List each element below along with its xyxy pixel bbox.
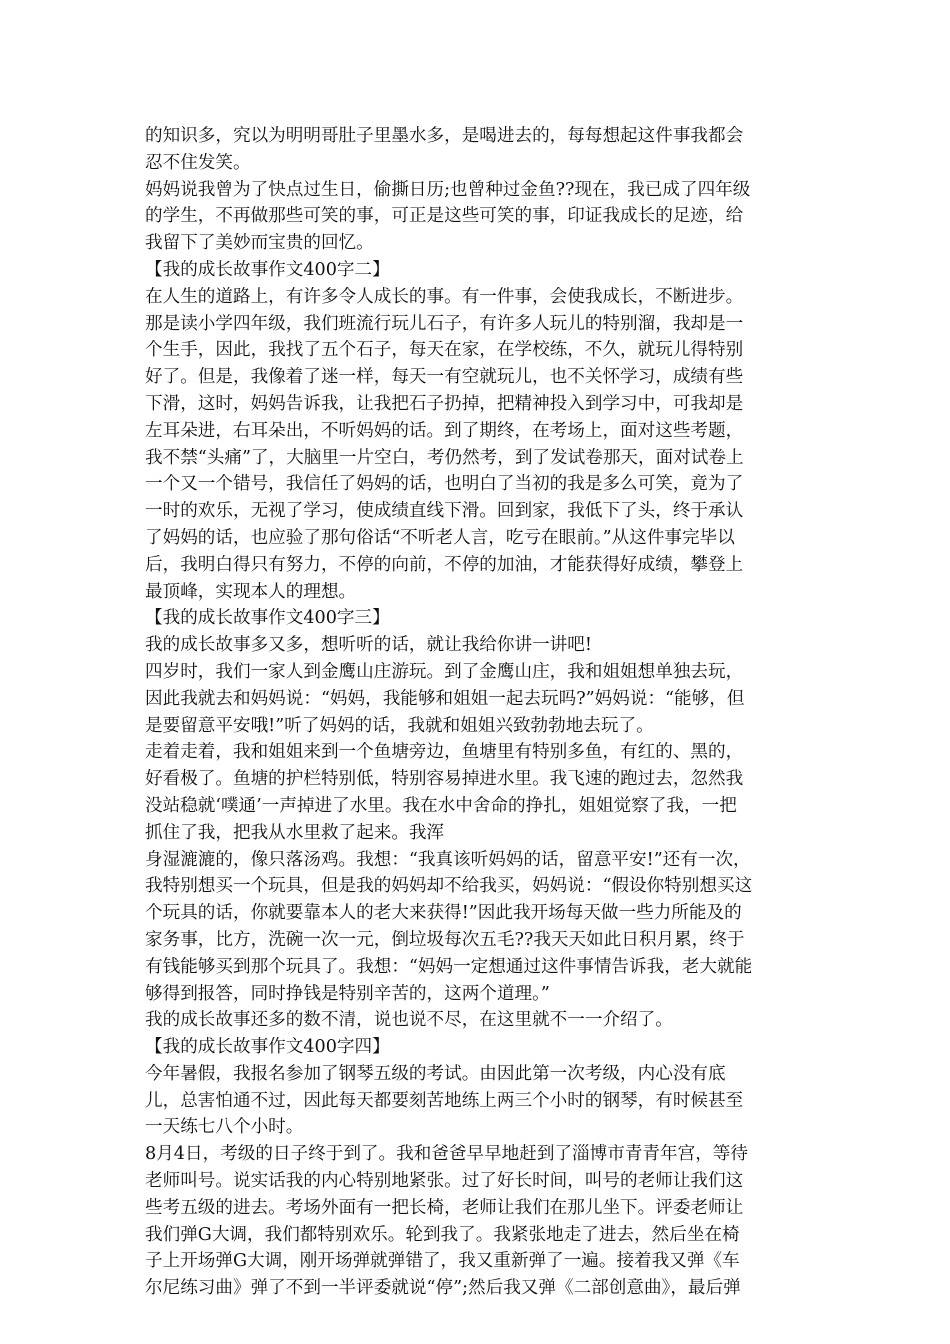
text-line: 的学生，不再做那些可笑的事，可正是这些可笑的事，印证我成长的足迹，给 bbox=[145, 206, 744, 227]
text-line: 个生手，因此，我找了五个石子，每天在家，在学校练，不久，就玩儿得特别 bbox=[145, 340, 744, 361]
text-line: 我不禁“头痛”了，大脑里一片空白，考仍然考，到了发试卷那天，面对试卷上 bbox=[145, 447, 744, 468]
text-line: 一天练七八个小时。 bbox=[145, 1117, 304, 1138]
document-body bbox=[145, 123, 810, 1302]
text-line: 走着走着，我和姐姐来到一个鱼塘旁边，鱼塘里有特别多鱼，有红的、黑的， bbox=[145, 742, 744, 763]
text-line: 在人生的道路上，有许多令人成长的事。有一件事，会使我成长，不断进步。 bbox=[145, 286, 744, 307]
text-line: 抓住了我，把我从水里救了起来。我浑 bbox=[145, 822, 445, 843]
text-line: 左耳朵进，右耳朵出，不听妈妈的话。到了期终，在考场上，面对这些考题， bbox=[145, 420, 744, 441]
section-heading: 【我的成长故事作文400字二】 bbox=[145, 259, 390, 280]
text-line: 够得到报答，同时挣钱是特别辛苦的，这两个道理。” bbox=[145, 983, 550, 1004]
text-line: 那是读小学四年级，我们班流行玩儿石子，有许多人玩儿的特别溜，我却是一 bbox=[145, 313, 744, 334]
text-line: 一个又一个错号，我信任了妈妈的话，也明白了当初的我是多么可笑，竟为了 bbox=[145, 474, 744, 495]
text-line: 是要留意平安哦!”听了妈妈的话，我就和姐姐兴致勃勃地去玩了。 bbox=[145, 715, 654, 736]
text-line: 下滑，这时，妈妈告诉我，让我把石子扔掉，把精神投入到学习中，可我却是 bbox=[145, 393, 744, 414]
text-line: 了妈妈的话，也应验了那句俗话“不听老人言，吃亏在眼前。”从这件事完毕以 bbox=[145, 527, 735, 548]
text-line: 妈妈说我曾为了快点过生日，偷撕日历;也曾种过金鱼??现在，我已成了四年级 bbox=[145, 179, 751, 200]
text-line: 8月4日，考级的日子终于到了。我和爸爸早早地赶到了淄博市青青年宫，等待 bbox=[145, 1144, 748, 1165]
text-line: 些考五级的进去。考场外面有一把长椅，老师让我们在那儿坐下。评委老师让 bbox=[145, 1197, 744, 1218]
section-heading: 【我的成长故事作文400字三】 bbox=[145, 608, 390, 629]
text-line: 四岁时，我们一家人到金鹰山庄游玩。到了金鹰山庄，我和姐姐想单独去玩， bbox=[145, 661, 744, 682]
text-line: 好看极了。鱼塘的护栏特别低，特别容易掉进水里。我飞速的跑过去，忽然我 bbox=[145, 769, 744, 790]
text-line: 老师叫号。说实话我的内心特别地紧张。过了好长时间，叫号的老师让我们这 bbox=[145, 1171, 744, 1192]
text-line: 子上开场弹G大调，刚开场弹就弹错了，我又重新弹了一遍。接着我又弹《车 bbox=[145, 1251, 740, 1272]
text-line: 我的成长故事多又多，想听听的话，就让我给你讲一讲吧! bbox=[145, 635, 592, 656]
text-line: 尔尼练习曲》弹了不到一半评委就说“停”;然后我又弹《二部创意曲》，最后弹 bbox=[145, 1278, 741, 1299]
text-line: 的知识多，究以为明明哥肚子里墨水多，是喝进去的，每每想起这件事我都会 bbox=[145, 126, 744, 146]
text-line: 最顶峰，实现本人的理想。 bbox=[145, 581, 357, 602]
text-line: 家务事，比方，洗碗一次一元，倒垃圾每次五毛??我天天如此日积月累，终于 bbox=[145, 929, 745, 950]
text-line: 因此我就去和妈妈说：“妈妈，我能够和姐姐一起去玩吗?”妈妈说：“能够，但 bbox=[145, 688, 745, 709]
text-line: 个玩具的话，你就要靠本人的老大来获得!”因此我开场每天做一些力所能及的 bbox=[145, 903, 742, 924]
text-line: 我的成长故事还多的数不清，说也说不尽，在这里就不一一介绍了。 bbox=[145, 1010, 673, 1031]
text-line: 身湿漉漉的，像只落汤鸡。我想：“我真该听妈妈的话，留意平安!”还有一次， bbox=[145, 849, 751, 870]
text-line: 好了。但是，我像着了迷一样，每天一有空就玩儿，也不关怀学习，成绩有些 bbox=[145, 367, 744, 388]
text-line: 有钱能够买到那个玩具了。我想：“妈妈一定想通过这件事情告诉我，老大就能 bbox=[145, 956, 753, 977]
text-line: 后，我明白得只有努力，不停的向前，不停的加油，才能获得好成绩，攀登上 bbox=[145, 554, 744, 575]
section-heading: 【我的成长故事作文400字四】 bbox=[145, 1037, 390, 1058]
text-line: 我留下了美妙而宝贵的回忆。 bbox=[145, 233, 374, 254]
text-line: 儿，总害怕通不过，因此每天都要刻苦地练上两三个小时的钢琴，有时候甚至 bbox=[145, 1090, 744, 1111]
text-line: 我们弹G大调，我们都特别欢乐。轮到我了。我紧张地走了进去，然后坐在椅 bbox=[145, 1224, 740, 1245]
text-line: 忍不住发笑。 bbox=[145, 152, 251, 173]
text-line: 一时的欢乐，无视了学习，使成绩直线下滑。回到家，我低下了头，终于承认 bbox=[145, 501, 744, 522]
text-line: 今年暑假，我报名参加了钢琴五级的考试。由因此第一次考级，内心没有底 bbox=[145, 1063, 726, 1084]
text-line: 我特别想买一个玩具，但是我的妈妈却不给我买，妈妈说：“假设你特别想买这 bbox=[145, 876, 753, 897]
text-line: 没站稳就‘噗通’一声掉进了水里。我在水中舍命的挣扎，姐姐觉察了我，一把 bbox=[145, 795, 737, 816]
